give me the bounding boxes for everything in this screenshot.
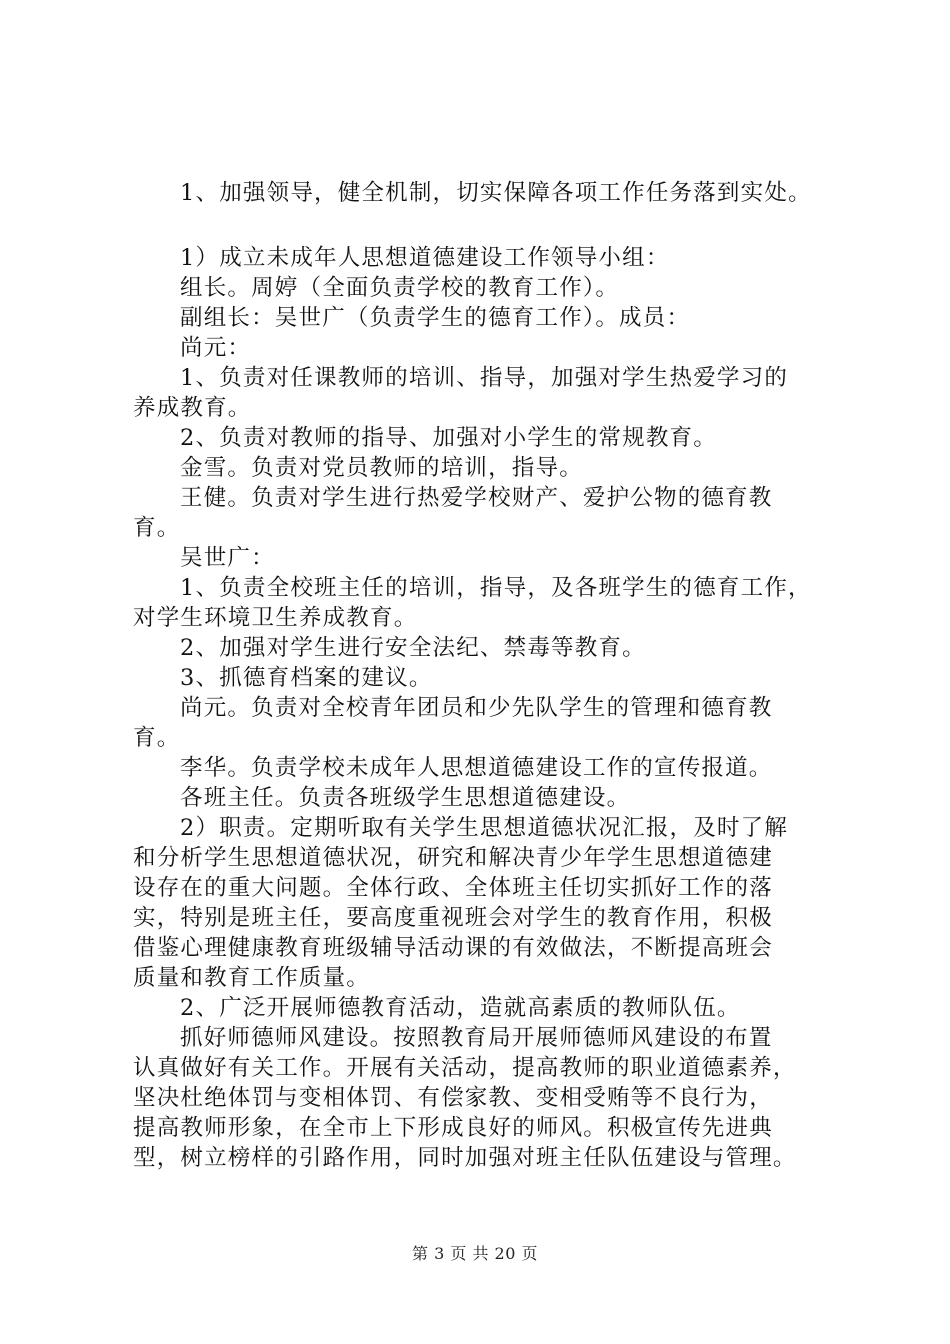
paragraph-line: 金雪。负责对党员教师的培训，指导。 [180, 455, 583, 481]
paragraph-line: 坚决杜绝体罚与变相体罚、有偿家教、变相受贿等不良行为， [133, 1085, 773, 1111]
paragraph-line: 设存在的重大问题。全体行政、全体班主任切实抓好工作的落 [133, 875, 773, 901]
paragraph-line: 抓好师德师风建设。按照教育局开展师德师风建设的布置 [180, 1025, 773, 1051]
paragraph-line: 实，特别是班主任，要高度重视班会对学生的教育作用，积极 [133, 905, 773, 931]
paragraph-line: 2）职责。定期听取有关学生思想道德状况汇报，及时了解 [180, 815, 789, 841]
paragraph-line: 育。 [133, 515, 181, 541]
paragraph-line: 尚元。负责对全校青年团员和少先队学生的管理和德育教 [180, 695, 773, 721]
paragraph-line: 和分析学生思想道德状况，研究和解决青少年学生思想道德建 [133, 845, 773, 871]
paragraph-line: 吴世广： [180, 545, 275, 571]
paragraph-line: 2、加强对学生进行安全法纪、禁毒等教育。 [180, 635, 646, 661]
paragraph-line: 1、加强领导，健全机制，切实保障各项工作任务落到实处。 [180, 180, 812, 206]
paragraph-line: 借鉴心理健康教育班级辅导活动课的有效做法，不断提高班会 [133, 935, 773, 961]
paragraph-line: 养成教育。 [133, 395, 252, 421]
paragraph-line: 组长。周婷（全面负责学校的教育工作）。 [180, 275, 620, 301]
paragraph-line: 各班主任。负责各班级学生思想道德建设。 [180, 785, 631, 811]
paragraph-line: 对学生环境卫生养成教育。 [133, 605, 418, 631]
paragraph-line: 尚元： [180, 335, 252, 361]
page-number-footer: 第 3 页 共 20 页 [412, 1244, 538, 1263]
paragraph-line: 王健。负责对学生进行热爱学校财产、爱护公物的德育教 [180, 485, 773, 511]
paragraph-line: 质量和教育工作质量。 [133, 965, 371, 991]
paragraph-line: 型，树立榜样的引路作用，同时加强对班主任队伍建设与管理。 [133, 1145, 797, 1171]
paragraph-line: 认真做好有关工作。开展有关活动，提高教师的职业道德素养， [133, 1055, 797, 1081]
paragraph-line: 1、负责全校班主任的培训，指导，及各班学生的德育工作， [180, 575, 812, 601]
paragraph-line: 1、负责对任课教师的培训、指导，加强对学生热爱学习的 [180, 365, 789, 391]
paragraph-line: 2、负责对教师的指导、加强对小学生的常规教育。 [180, 425, 717, 451]
paragraph-line: 1）成立未成年人思想道德建设工作领导小组： [180, 245, 670, 271]
paragraph-line: 2、广泛开展师德教育活动，造就高素质的教师队伍。 [180, 995, 741, 1021]
paragraph-line: 提高教师形象，在全市上下形成良好的师风。积极宣传先进典 [133, 1115, 773, 1141]
paragraph-line: 李华。负责学校未成年人思想道德建设工作的宣传报道。 [180, 755, 773, 781]
paragraph-line: 育。 [133, 725, 181, 751]
paragraph-line: 3、抓德育档案的建议。 [180, 665, 433, 691]
paragraph-line: 副组长：吴世广（负责学生的德育工作）。成员： [180, 305, 691, 331]
